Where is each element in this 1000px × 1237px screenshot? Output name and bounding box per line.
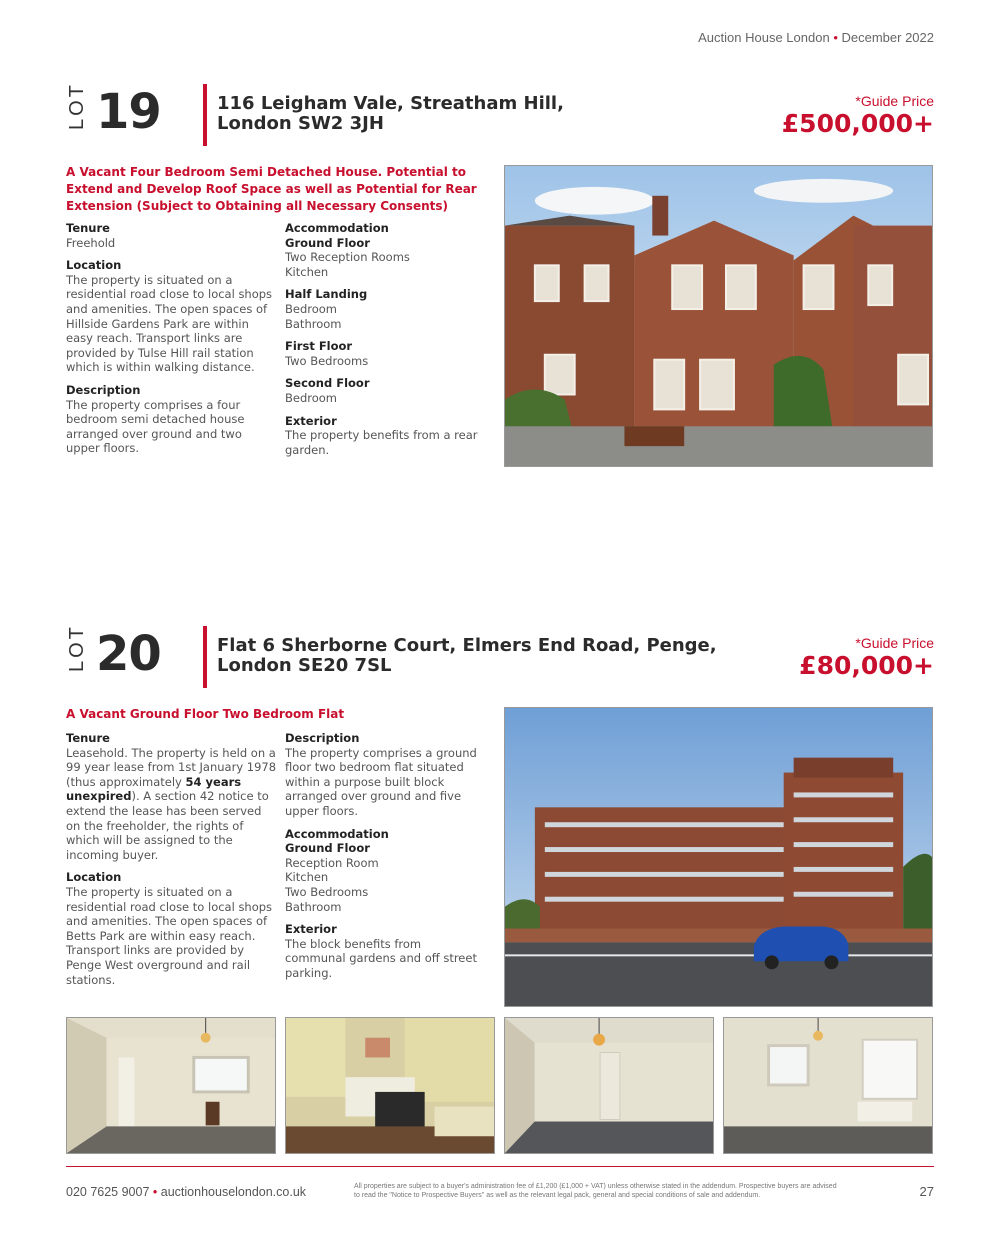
footer-disclaimer: All properties are subject to a buyer's administration fee of £1,200 (£1,000 + VAT) unless otherwise stated in the addendum. Prospective buyers are advised to read the "Notice to Prospective Buyers" as well as the relevant legal pack, general and special conditions of sale and addendum. — [354, 1183, 837, 1199]
lot-number: 19 — [96, 84, 161, 140]
details-left-column — [66, 731, 278, 995]
lot-address — [217, 94, 564, 134]
header-separator: • — [833, 30, 838, 45]
footer-separator: • — [152, 1185, 158, 1199]
exterior-text: The property benefits from a rear garden. — [285, 428, 478, 457]
location-text: The property is situated on a residential road close to local shops and amenities. The open spaces of Betts Park are within easy reach. Transport links are provided by Penge West overground and rail stations. — [66, 884, 273, 987]
exterior-title: Exterior — [285, 413, 337, 428]
room: Bedroom — [285, 390, 338, 405]
room: Kitchen — [285, 264, 329, 279]
interior-photo-bedroom — [504, 1017, 714, 1154]
room: Bathroom — [285, 316, 342, 331]
address-line-1: 116 Leigham Vale, Streatham Hill, — [217, 93, 564, 114]
guide-price-label: *Guide Price — [855, 635, 934, 651]
location-title: Location — [66, 258, 122, 273]
lot-address — [217, 636, 717, 676]
room: Reception Room — [285, 855, 379, 870]
room: Kitchen — [285, 870, 329, 885]
footer-contact — [66, 1185, 306, 1199]
brand-name: Auction House London — [698, 30, 830, 45]
floor-name: Ground Floor — [285, 235, 370, 250]
guide-price: £80,000+ — [799, 651, 934, 680]
lot-label: LOT — [66, 82, 88, 130]
floor-name: Second Floor — [285, 376, 370, 391]
interior-photo-kitchen — [285, 1017, 495, 1154]
interior-photo-reception — [66, 1017, 276, 1154]
lease-years-remaining: 54 years unexpired — [66, 774, 242, 804]
exterior-text: The block benefits from communal gardens and off street parking. — [285, 936, 477, 980]
issue-date: December 2022 — [841, 30, 934, 45]
lot-number: 20 — [96, 626, 161, 682]
room: Two Bedrooms — [285, 884, 369, 899]
floor-name: Ground Floor — [285, 841, 370, 856]
tenure-text — [66, 746, 278, 863]
accommodation-title: Accommodation — [285, 221, 389, 235]
tenure-text: Freehold — [66, 235, 116, 250]
phone-number[interactable]: 020 7625 9007 — [66, 1185, 150, 1199]
lot-headline: A Vacant Ground Floor Two Bedroom Flat — [66, 707, 345, 721]
room: Bedroom — [285, 301, 338, 316]
lot-headline: A Vacant Four Bedroom Semi Detached House. Potential to Extend and Develop Roof Space as well as Potential for Rear Extension (Subject to Obtaining all Necessary Consents) — [66, 165, 477, 213]
guide-price: £500,000+ — [781, 109, 934, 138]
accommodation-title: Accommodation — [285, 826, 389, 841]
page-number: 27 — [919, 1184, 934, 1199]
details-left-column — [66, 221, 278, 464]
details-right-column — [285, 221, 485, 465]
website-link[interactable]: auctionhouselondon.co.uk — [160, 1185, 307, 1199]
details-right-column — [285, 731, 485, 989]
room: Bathroom — [285, 899, 342, 914]
room: Two Bedrooms — [285, 353, 369, 368]
address-line-1: Flat 6 Sherborne Court, Elmers End Road, Penge, — [217, 635, 717, 656]
location-text: The property is situated on a residential road close to local shops and amenities. The open spaces of Hillside Gardens Park are within easy reach. Transport links are provided by Tulse Hill rail station which is within walking distance. — [66, 272, 273, 375]
footer-rule — [66, 1166, 934, 1167]
lot-label: LOT — [66, 624, 88, 672]
tenure-text-end: ). A section 42 notice to extend the lease has been served on the freeholder, the rights of which will be assigned to the incoming buyer. — [66, 789, 269, 862]
address-line-2: London SE20 7SL — [217, 655, 392, 676]
exterior-title: Exterior — [285, 922, 337, 937]
address-line-2: London SW2 3JH — [217, 113, 384, 134]
description-text: The property comprises a four bedroom semi detached house arranged over ground and two upper floors. — [66, 397, 245, 456]
interior-photo-second-bedroom — [723, 1017, 933, 1154]
room: Two Reception Rooms — [285, 250, 410, 265]
property-photo-house — [504, 165, 933, 467]
description-title: Description — [285, 731, 360, 745]
description-title: Description — [66, 382, 141, 397]
header-brand — [698, 30, 934, 45]
title-divider — [203, 626, 207, 688]
tenure-title: Tenure — [66, 731, 110, 745]
guide-price-label: *Guide Price — [855, 93, 934, 109]
floor-name: First Floor — [285, 339, 353, 354]
tenure-text-start: Leasehold. The property is held on a 99 year lease from 1st January 1978 (thus approximately — [66, 745, 277, 789]
location-title: Location — [66, 870, 122, 885]
property-photo-block — [504, 707, 933, 1007]
tenure-title: Tenure — [66, 221, 110, 235]
title-divider — [203, 84, 207, 146]
description-text: The property comprises a ground floor two bedroom flat situated within a purpose built block arranged over ground and five upper floors. — [285, 745, 477, 818]
floor-name: Half Landing — [285, 287, 368, 302]
